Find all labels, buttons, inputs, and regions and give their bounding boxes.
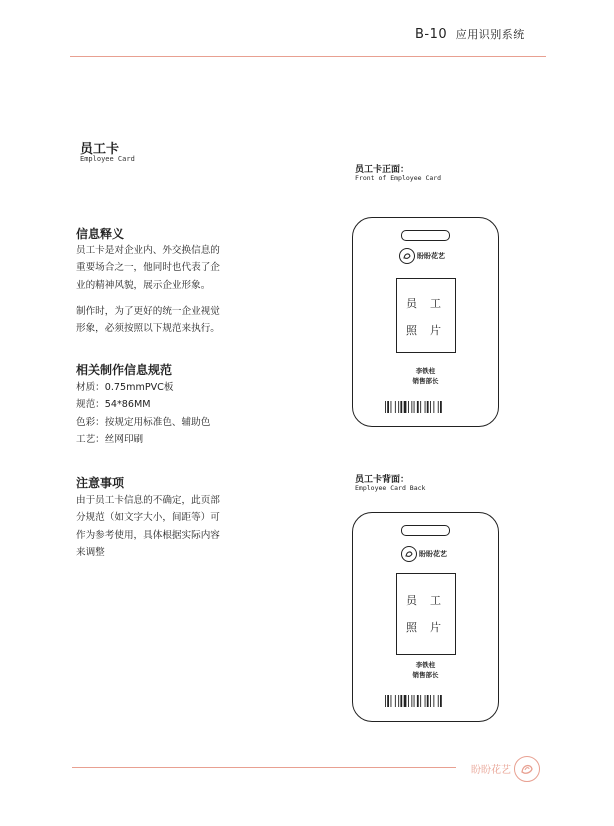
photo-char: 员 — [406, 297, 417, 310]
employee-card-front — [352, 217, 499, 427]
photo-char: 片 — [430, 621, 441, 634]
spec-process: 工艺：丝网印刷 — [76, 433, 144, 445]
photo-char: 照 — [406, 621, 417, 634]
spec-size: 规范：54*86MM — [76, 399, 151, 411]
barcode-bar — [387, 695, 389, 707]
front-label-en: Front of Employee Card — [355, 174, 442, 182]
barcode-bar — [414, 401, 415, 413]
barcode-bar — [425, 401, 426, 413]
barcode-bar — [414, 695, 415, 707]
barcode-bar — [438, 401, 439, 413]
lanyard-slot — [401, 525, 450, 536]
barcode-bar — [404, 695, 407, 707]
logo-text: 盼盼花艺 — [419, 550, 447, 558]
spec-title: 相关制作信息规范 — [76, 363, 173, 377]
barcode-bar — [395, 401, 396, 413]
footer-divider — [72, 767, 456, 768]
info-paragraph-2: 制作时，为了更好的统一企业视觉形象，必须按照以下规范来执行。 — [76, 306, 220, 335]
lanyard-slot — [401, 230, 450, 241]
barcode — [385, 401, 465, 413]
barcode-bar — [404, 401, 407, 413]
barcode-bar — [425, 695, 426, 707]
barcode-bar — [427, 695, 429, 707]
barcode-bar — [430, 401, 431, 413]
employee-role: 销售部长 — [412, 671, 439, 679]
flower-logo-icon — [399, 248, 415, 264]
barcode-bar — [427, 401, 429, 413]
barcode-bar — [440, 401, 442, 413]
barcode-bar — [411, 695, 412, 707]
back-label-en: Employee Card Back — [355, 484, 426, 492]
barcode — [385, 695, 465, 707]
barcode-bar — [417, 401, 419, 413]
header-divider — [70, 56, 546, 57]
photo-char: 照 — [406, 324, 417, 337]
barcode-bar — [391, 695, 392, 707]
barcode-bar — [411, 401, 412, 413]
barcode-bar — [433, 401, 434, 413]
employee-role: 销售部长 — [412, 377, 439, 385]
barcode-bar — [400, 695, 402, 707]
footer-logo-icon — [514, 756, 540, 782]
spec-color: 色彩：按规定用标准色、辅助色 — [76, 416, 211, 428]
barcode-bar — [433, 695, 434, 707]
barcode-bar — [385, 401, 386, 413]
section-subtitle: Employee Card — [80, 155, 135, 163]
footer-brand: 盼盼花艺 — [471, 765, 511, 776]
card-logo — [399, 248, 445, 264]
notes-text: 由于员工卡信息的不确定，此页部分规范（如文字大小，间距等）可作为参考使用，具体根据实际内容来调整 — [76, 495, 220, 558]
employee-name: 李铁柱 — [415, 661, 436, 669]
page-header — [415, 26, 525, 42]
barcode-bar — [408, 695, 409, 707]
logo-text: 盼盼花艺 — [417, 252, 445, 260]
photo-char: 片 — [430, 324, 441, 337]
barcode-bar — [387, 401, 389, 413]
employee-name: 李铁柱 — [415, 367, 436, 375]
barcode-bar — [398, 401, 399, 413]
photo-char: 工 — [430, 594, 441, 607]
barcode-bar — [395, 695, 396, 707]
photo-placeholder — [396, 278, 456, 353]
photo-char: 员 — [406, 594, 417, 607]
front-label-cn: 员工卡正面： — [355, 165, 410, 175]
notes-title: 注意事项 — [76, 476, 125, 490]
spec-list — [76, 379, 236, 448]
back-label-cn: 员工卡背面： — [355, 475, 410, 485]
barcode-bar — [408, 401, 409, 413]
flower-logo-icon — [401, 546, 417, 562]
employee-card-back — [352, 512, 499, 722]
barcode-bar — [400, 401, 402, 413]
barcode-bar — [420, 401, 421, 413]
barcode-bar — [417, 695, 419, 707]
photo-char: 工 — [430, 297, 441, 310]
barcode-bar — [420, 695, 421, 707]
section-title: 员工卡 — [80, 142, 120, 157]
barcode-bar — [430, 695, 431, 707]
barcode-bar — [438, 695, 439, 707]
barcode-bar — [440, 695, 442, 707]
barcode-bar — [391, 401, 392, 413]
barcode-bar — [385, 695, 386, 707]
info-title: 信息释义 — [76, 227, 125, 241]
photo-placeholder — [396, 573, 456, 655]
barcode-bar — [398, 695, 399, 707]
card-logo — [401, 546, 447, 562]
spec-material: 材质：0.75mmPVC板 — [76, 382, 174, 393]
page-section-title: 应用识别系统 — [455, 28, 525, 41]
info-paragraph-1: 员工卡是对企业内、外交换信息的重要场合之一，他同时也代表了企业的精神风貌，展示企业形象。 — [76, 245, 220, 291]
page-code: B-10 — [415, 27, 448, 42]
